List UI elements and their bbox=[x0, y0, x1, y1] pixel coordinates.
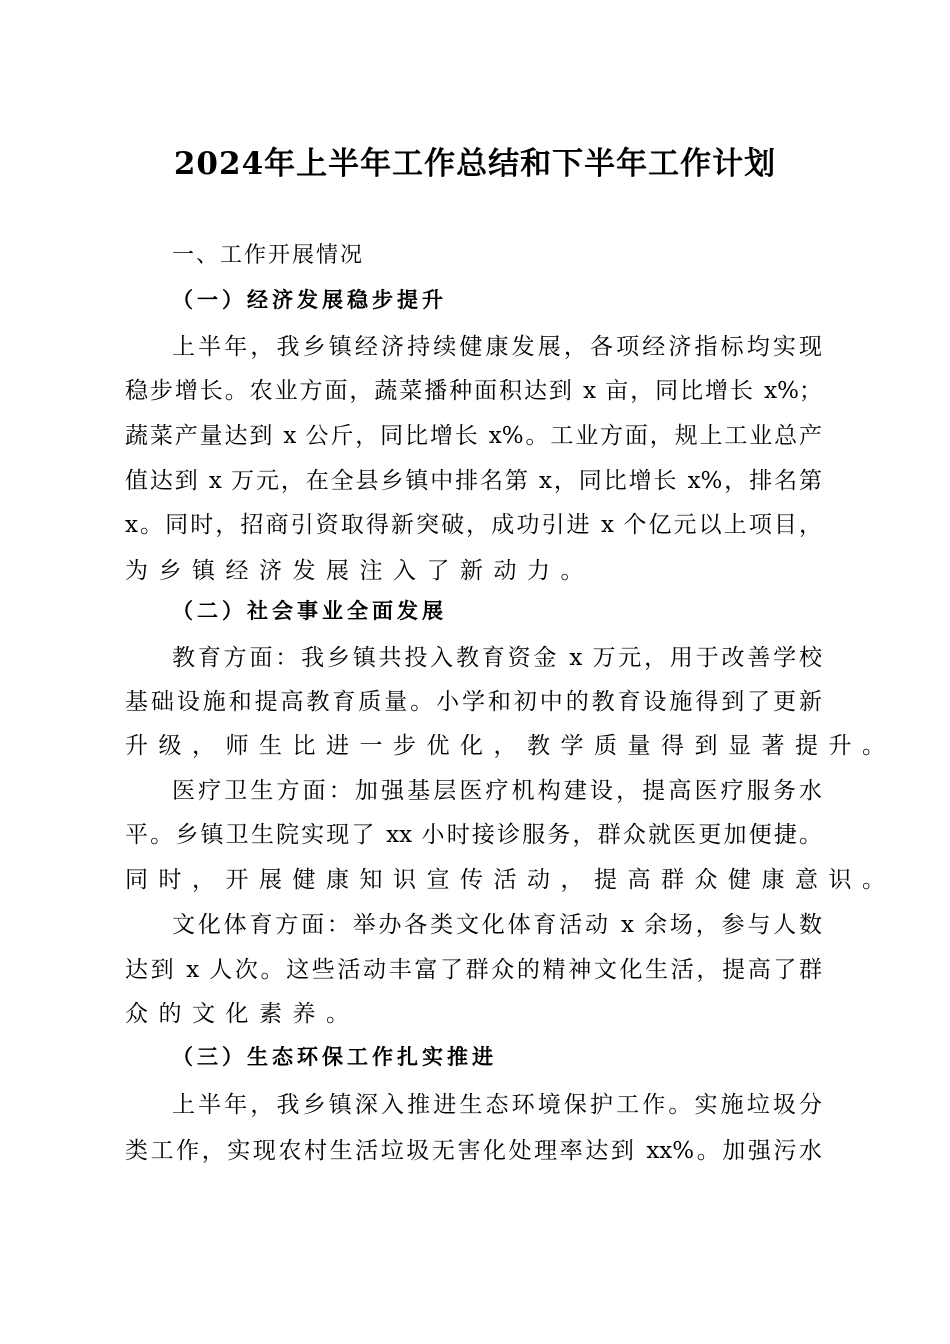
paragraph-line: 升级，师生比进一步优化，教学质量得到显著提升。 bbox=[125, 733, 896, 759]
paragraph-line: 达到 x 人次。这些活动丰富了群众的精神文化生活，提高了群 bbox=[125, 957, 822, 983]
paragraph-line: 类工作，实现农村生活垃圾无害化处理率达到 xx%。加强污水 bbox=[125, 1138, 822, 1164]
subsection-heading-economy: （一）经济发展稳步提升 bbox=[172, 287, 447, 312]
paragraph-line: 文化体育方面：举办各类文化体育活动 x 余场，参与人数 bbox=[172, 912, 822, 938]
paragraph-line: 平。乡镇卫生院实现了 xx 小时接诊服务，群众就医更加便捷。 bbox=[125, 822, 822, 848]
paragraph-line: 稳步增长。农业方面，蔬菜播种面积达到 x 亩，同比增长 x%； bbox=[125, 378, 822, 404]
paragraph-line: 为乡镇经济发展注入了新动力。 bbox=[125, 558, 594, 584]
paragraph-line: x。同时，招商引资取得新突破，成功引进 x 个亿元以上项目， bbox=[125, 512, 822, 538]
paragraph-line: 基础设施和提高教育质量。小学和初中的教育设施得到了更新 bbox=[125, 689, 822, 715]
subsection-heading-social: （二）社会事业全面发展 bbox=[172, 598, 447, 623]
paragraph-line: 同时，开展健康知识宣传活动，提高群众健康意识。 bbox=[125, 867, 896, 893]
document-title: 2024年上半年工作总结和下半年工作计划 bbox=[173, 146, 777, 182]
paragraph-line: 医疗卫生方面：加强基层医疗机构建设，提高医疗服务水 bbox=[172, 778, 822, 804]
paragraph-line: 蔬菜产量达到 x 公斤，同比增长 x%。工业方面，规上工业总产 bbox=[125, 423, 822, 449]
paragraph-line: 上半年，我乡镇经济持续健康发展，各项经济指标均实现 bbox=[172, 334, 822, 360]
subsection-heading-ecology: （三）生态环保工作扎实推进 bbox=[172, 1044, 497, 1069]
section-heading-1: 一、工作开展情况 bbox=[172, 243, 365, 268]
paragraph-line: 众的文化素养。 bbox=[125, 1001, 360, 1027]
paragraph-line: 值达到 x 万元，在全县乡镇中排名第 x，同比增长 x%，排名第 bbox=[125, 468, 822, 494]
paragraph-line: 教育方面：我乡镇共投入教育资金 x 万元，用于改善学校 bbox=[172, 645, 822, 671]
paragraph-line: 上半年，我乡镇深入推进生态环境保护工作。实施垃圾分 bbox=[172, 1092, 822, 1118]
